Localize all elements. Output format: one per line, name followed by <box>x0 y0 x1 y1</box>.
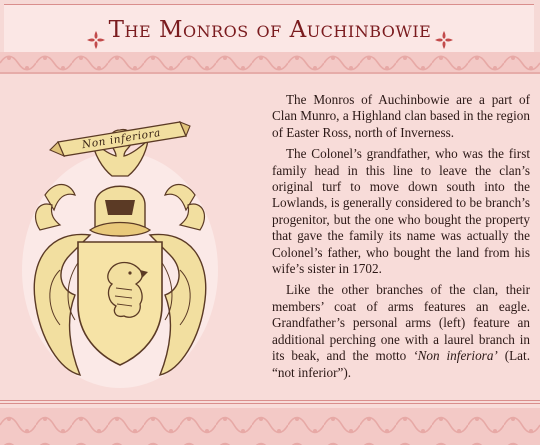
decorative-pattern-top <box>0 52 540 74</box>
paragraph-arms-motto: ‘Non inferiora’ <box>413 348 498 364</box>
coat-of-arms-icon <box>20 120 220 390</box>
paragraph-arms-start: Like the other branches of the clan, their members’ coat of arms features an eagle. Grandfather’s personal arms (left) feature an additional perching one with a laurel branch in its beak, and the motto <box>272 282 530 364</box>
page-title: The Monros of Auchinbowie <box>108 17 432 43</box>
divider-line <box>0 400 540 404</box>
decorative-pattern-bottom <box>0 408 540 445</box>
fleuron-right-icon <box>434 30 454 50</box>
paragraph-intro: The Monros of Auchinbowie are a part of Clan Munro, a Highland clan based in the region of Easter Ross, north of Inverness. <box>272 92 530 140</box>
crest-motto: Non inferiora <box>81 126 162 152</box>
paragraph-arms <box>272 282 530 380</box>
article-text <box>272 92 530 386</box>
paragraph-history: The Colonel’s grandfather, who was the first family head in this line to leave the clan’s original turf to move down south into the Lowlands, is generally considered to be branch’s progenitor, but the one who bought the property that gave the family its name was actually the Colonel’s father, who bought the land from his wife’s sister in 1702. <box>272 146 530 277</box>
paragraph-arms-end: (Lat. “not inferior”). <box>272 348 530 380</box>
